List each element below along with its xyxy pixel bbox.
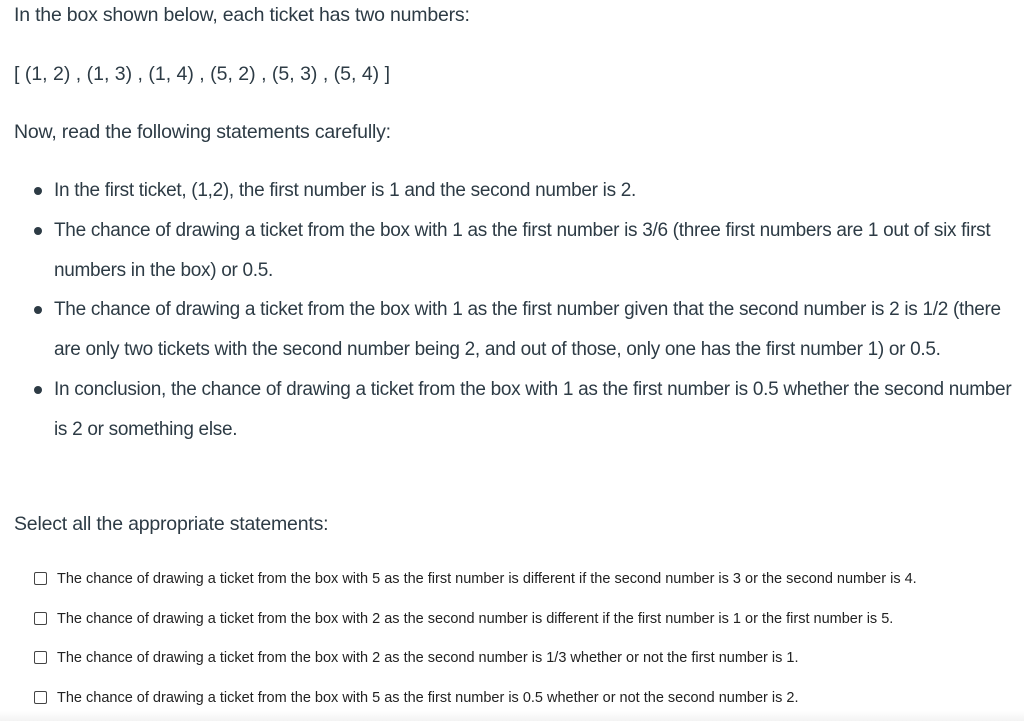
- answer-options: [0, 562, 1024, 721]
- bullet-icon: [34, 227, 42, 235]
- statement-item: [0, 370, 1024, 450]
- statement-text: In the first ticket, (1,2), the first number is 1 and the second number is 2.: [54, 180, 637, 201]
- bullet-icon: [34, 306, 42, 314]
- bullet-icon: [34, 187, 42, 195]
- option-label[interactable]: The chance of drawing a ticket from the box with 5 as the first number is 0.5 whether or not the second number is 2.: [57, 690, 799, 707]
- bottom-fade: [0, 711, 1024, 721]
- statement-list: [0, 171, 1024, 450]
- option-label[interactable]: The chance of drawing a ticket from the box with 2 as the second number is 1/3 whether or not the first number is 1.: [57, 650, 799, 667]
- answer-option[interactable]: [0, 562, 1024, 602]
- statement-item: [0, 290, 1024, 370]
- statement-text: In conclusion, the chance of drawing a ticket from the box with 1 as the first number is 0.5 whether the second number is 2 or something else.: [54, 378, 1012, 440]
- statement-text: The chance of drawing a ticket from the box with 1 as the first number is 3/6 (three first numbers are 1 out of six first numbers in the box) or 0.5.: [54, 219, 991, 281]
- answer-option[interactable]: [0, 641, 1024, 681]
- statement-text: The chance of drawing a ticket from the box with 1 as the first number given that the second number is 2 is 1/2 (there are only two tickets with the second number being 2, and out of those, only one has the first number 1) or 0.5.: [54, 299, 1001, 361]
- option-label[interactable]: The chance of drawing a ticket from the box with 5 as the first number is different if the second number is 3 or the second number is 4.: [57, 571, 917, 587]
- select-prompt: Select all the appropriate statements:: [14, 513, 329, 535]
- answer-option[interactable]: [0, 602, 1024, 642]
- statement-item: [0, 171, 1024, 211]
- bullet-icon: [34, 386, 42, 394]
- option-checkbox[interactable]: [34, 572, 47, 585]
- statement-item: [0, 211, 1024, 291]
- option-checkbox[interactable]: [34, 651, 47, 664]
- option-checkbox[interactable]: [34, 691, 47, 704]
- option-checkbox[interactable]: [34, 612, 47, 625]
- option-label[interactable]: The chance of drawing a ticket from the box with 2 as the second number is different if the first number is 1 or the first number is 5.: [57, 610, 894, 627]
- intro-text: In the box shown below, each ticket has two numbers:: [14, 4, 470, 26]
- ticket-box: [ (1, 2) , (1, 3) , (1, 4) , (5, 2) , (5, 3) , (5, 4) ]: [14, 63, 391, 85]
- read-prompt: Now, read the following statements carefully:: [14, 121, 391, 143]
